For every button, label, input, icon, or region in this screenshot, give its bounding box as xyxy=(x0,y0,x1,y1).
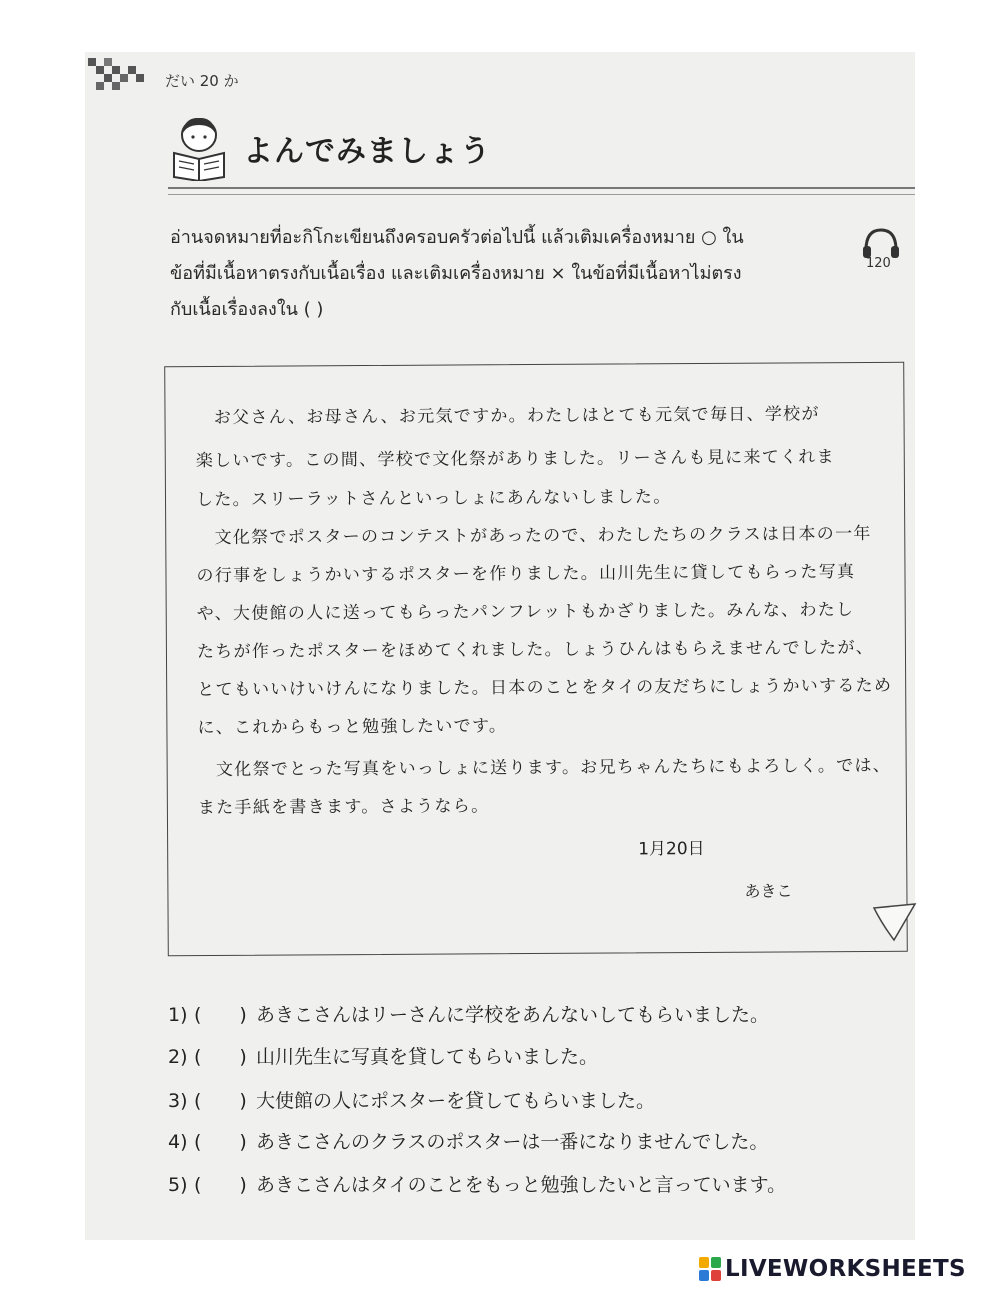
letter-line: 文化祭でポスターのコンテストがあったので、わたしたちのクラスは日本の一年 xyxy=(196,523,872,549)
question-text: あきこさんのクラスのポスターは一番になりませんでした。 xyxy=(256,1131,769,1153)
question-number: 1) xyxy=(168,1004,188,1026)
answer-blank[interactable]: ( ) xyxy=(194,1174,247,1196)
answer-blank[interactable]: ( ) xyxy=(194,1046,247,1068)
checker-decoration-icon xyxy=(88,58,148,94)
question-text: 大使館の人にポスターを貸してもらいました。 xyxy=(256,1090,656,1112)
page-curl-icon xyxy=(860,900,920,960)
answer-blank[interactable]: ( ) xyxy=(194,1090,247,1112)
letter-line: また手紙を書きます。さようなら。 xyxy=(197,796,490,819)
footer-brand-text: LIVEWORKSHEETS xyxy=(725,1256,966,1282)
letter-line: に、これからもっと勉強したいです。 xyxy=(197,716,508,739)
instruction-text xyxy=(170,220,830,328)
title-divider xyxy=(168,187,915,189)
question-item xyxy=(168,1042,598,1069)
liveworksheets-logo-icon xyxy=(698,1256,722,1282)
chapter-label: だい 20 か xyxy=(165,72,239,90)
letter-line: 楽しいです。この間、学校で文化祭がありました。リーさんも見に来てくれま xyxy=(195,447,835,472)
letter-line: 文化祭でとった写真をいっしょに送ります。お兄ちゃんたちにもよろしく。では、 xyxy=(197,755,892,781)
letter-signature: あきこ xyxy=(744,881,793,901)
letter-line: とてもいいけいけんになりました。日本のことをタイの友だちにしょうかいするため xyxy=(197,675,893,701)
instruction-line: อ่านจดหมายที่อะกิโกะเขียนถึงครอบครัวต่อไปนี้ แล้วเติมเครื่องหมาย ○ ใน xyxy=(170,227,744,248)
letter-line: の行事をしょうかいするポスターを作りました。山川先生に貸してもらった写真 xyxy=(196,562,856,587)
letter-line: や、大使館の人に送ってもらったパンフレットもかざりました。みんな、わたし xyxy=(196,600,855,625)
question-text: あきこさんはリーさんに学校をあんないしてもらいました。 xyxy=(256,1004,770,1026)
question-item xyxy=(168,1000,769,1027)
reading-girl-icon xyxy=(168,113,230,181)
letter-line: した。スリーラットさんといっしょにあんないしました。 xyxy=(195,487,672,511)
question-number: 4) xyxy=(168,1131,188,1153)
letter-line: お父さん、お母さん、お元気ですか。わたしはとても元気で毎日、学校が xyxy=(195,404,820,429)
answer-blank[interactable]: ( ) xyxy=(194,1004,247,1026)
letter-box xyxy=(164,362,908,957)
question-item xyxy=(168,1170,786,1197)
instruction-line: ข้อที่มีเนื้อหาตรงกับเนื้อเรื่อง และเติมเครื่องหมาย × ในข้อที่มีเนื้อหาไม่ตรง xyxy=(170,263,742,284)
question-number: 5) xyxy=(168,1174,188,1196)
question-number: 3) xyxy=(168,1090,188,1112)
answer-blank[interactable]: ( ) xyxy=(194,1131,247,1153)
question-item xyxy=(168,1086,655,1113)
page-title: よんでみましょう xyxy=(243,134,491,169)
question-item xyxy=(168,1127,768,1154)
footer-brand xyxy=(698,1255,966,1283)
question-text: あきこさんはタイのことをもっと勉強したいと言っています。 xyxy=(256,1174,787,1196)
question-number: 2) xyxy=(168,1046,188,1068)
instruction-line: กับเนื้อเรื่องลงใน ( ) xyxy=(170,299,324,320)
letter-line: たちが作ったポスターをほめてくれました。しょうひんはもらえませんでしたが、 xyxy=(196,637,875,663)
title-divider-thin xyxy=(168,194,915,195)
question-text: 山川先生に写真を貸してもらいました。 xyxy=(256,1046,599,1068)
audio-track-number: 120 xyxy=(866,256,891,271)
letter-date: 1月20日 xyxy=(638,838,705,860)
